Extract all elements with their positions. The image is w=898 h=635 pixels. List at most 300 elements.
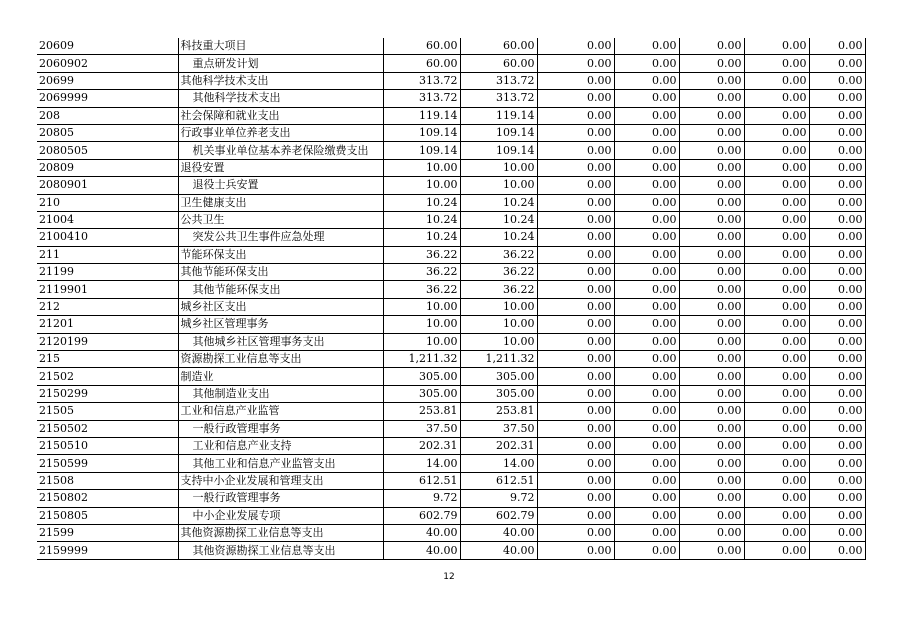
table-row bbox=[37, 472, 865, 489]
amount-cell: 313.72 bbox=[383, 90, 460, 107]
subject-code-cell: 2100410 bbox=[37, 229, 178, 246]
amount-cell: 0.00 bbox=[537, 420, 614, 437]
amount-cell: 0.00 bbox=[744, 316, 809, 333]
table-row bbox=[37, 211, 865, 228]
amount-cell: 0.00 bbox=[614, 281, 679, 298]
table-row bbox=[37, 246, 865, 263]
amount-cell: 0.00 bbox=[537, 124, 614, 141]
amount-cell: 37.50 bbox=[383, 420, 460, 437]
subject-name-cell: 工业和信息产业监管 bbox=[178, 403, 383, 420]
amount-cell: 36.22 bbox=[460, 281, 537, 298]
amount-cell: 0.00 bbox=[537, 298, 614, 315]
subject-code-cell: 2159999 bbox=[37, 542, 178, 559]
amount-cell: 0.00 bbox=[537, 316, 614, 333]
amount-cell: 0.00 bbox=[537, 333, 614, 350]
amount-cell: 0.00 bbox=[809, 38, 865, 55]
amount-cell: 0.00 bbox=[537, 437, 614, 454]
amount-cell: 0.00 bbox=[614, 420, 679, 437]
amount-cell: 0.00 bbox=[537, 142, 614, 159]
subject-name-cell: 一般行政管理事务 bbox=[178, 420, 383, 437]
subject-code-cell: 21508 bbox=[37, 472, 178, 489]
amount-cell: 0.00 bbox=[614, 455, 679, 472]
subject-name-cell: 突发公共卫生事件应急处理 bbox=[178, 229, 383, 246]
amount-cell: 9.72 bbox=[460, 490, 537, 507]
amount-cell: 0.00 bbox=[744, 159, 809, 176]
amount-cell: 0.00 bbox=[614, 264, 679, 281]
amount-cell: 36.22 bbox=[383, 264, 460, 281]
amount-cell: 0.00 bbox=[614, 229, 679, 246]
amount-cell: 0.00 bbox=[744, 246, 809, 263]
amount-cell: 60.00 bbox=[460, 55, 537, 72]
amount-cell: 0.00 bbox=[614, 333, 679, 350]
subject-name-cell: 公共卫生 bbox=[178, 211, 383, 228]
subject-name-cell: 科技重大项目 bbox=[178, 38, 383, 55]
amount-cell: 0.00 bbox=[744, 298, 809, 315]
amount-cell: 10.00 bbox=[460, 177, 537, 194]
subject-code-cell: 21199 bbox=[37, 264, 178, 281]
amount-cell: 0.00 bbox=[614, 246, 679, 263]
subject-name-cell: 城乡社区管理事务 bbox=[178, 316, 383, 333]
subject-code-cell: 20699 bbox=[37, 72, 178, 89]
amount-cell: 60.00 bbox=[383, 38, 460, 55]
table-row bbox=[37, 159, 865, 176]
amount-cell: 313.72 bbox=[460, 72, 537, 89]
amount-cell: 14.00 bbox=[460, 455, 537, 472]
amount-cell: 0.00 bbox=[809, 159, 865, 176]
amount-cell: 37.50 bbox=[460, 420, 537, 437]
amount-cell: 0.00 bbox=[614, 385, 679, 402]
amount-cell: 119.14 bbox=[383, 107, 460, 124]
amount-cell: 0.00 bbox=[809, 385, 865, 402]
amount-cell: 0.00 bbox=[537, 177, 614, 194]
subject-name-cell: 支持中小企业发展和管理支出 bbox=[178, 472, 383, 489]
amount-cell: 0.00 bbox=[614, 107, 679, 124]
amount-cell: 10.00 bbox=[383, 177, 460, 194]
subject-code-cell: 21004 bbox=[37, 211, 178, 228]
amount-cell: 0.00 bbox=[679, 159, 744, 176]
amount-cell: 0.00 bbox=[809, 90, 865, 107]
amount-cell: 0.00 bbox=[614, 55, 679, 72]
amount-cell: 0.00 bbox=[744, 142, 809, 159]
subject-name-cell: 卫生健康支出 bbox=[178, 194, 383, 211]
amount-cell: 0.00 bbox=[679, 281, 744, 298]
amount-cell: 253.81 bbox=[460, 403, 537, 420]
subject-name-cell: 城乡社区支出 bbox=[178, 298, 383, 315]
amount-cell: 0.00 bbox=[537, 385, 614, 402]
amount-cell: 0.00 bbox=[809, 124, 865, 141]
amount-cell: 0.00 bbox=[744, 229, 809, 246]
amount-cell: 305.00 bbox=[383, 385, 460, 402]
subject-name-cell: 其他制造业支出 bbox=[178, 385, 383, 402]
amount-cell: 10.00 bbox=[383, 159, 460, 176]
subject-name-cell: 节能环保支出 bbox=[178, 246, 383, 263]
table-row bbox=[37, 437, 865, 454]
amount-cell: 0.00 bbox=[679, 490, 744, 507]
amount-cell: 0.00 bbox=[679, 72, 744, 89]
table-row bbox=[37, 524, 865, 541]
amount-cell: 0.00 bbox=[537, 490, 614, 507]
amount-cell: 0.00 bbox=[537, 542, 614, 559]
subject-name-cell: 社会保障和就业支出 bbox=[178, 107, 383, 124]
table-row bbox=[37, 368, 865, 385]
table-row bbox=[37, 142, 865, 159]
amount-cell: 10.00 bbox=[460, 298, 537, 315]
amount-cell: 0.00 bbox=[537, 55, 614, 72]
amount-cell: 0.00 bbox=[537, 211, 614, 228]
subject-code-cell: 2150599 bbox=[37, 455, 178, 472]
table-row bbox=[37, 490, 865, 507]
table-row bbox=[37, 229, 865, 246]
amount-cell: 0.00 bbox=[744, 385, 809, 402]
amount-cell: 0.00 bbox=[744, 177, 809, 194]
amount-cell: 0.00 bbox=[679, 124, 744, 141]
amount-cell: 0.00 bbox=[744, 490, 809, 507]
amount-cell: 40.00 bbox=[460, 524, 537, 541]
subject-name-cell: 退役安置 bbox=[178, 159, 383, 176]
subject-code-cell: 2119901 bbox=[37, 281, 178, 298]
amount-cell: 0.00 bbox=[537, 194, 614, 211]
amount-cell: 36.22 bbox=[383, 281, 460, 298]
amount-cell: 0.00 bbox=[614, 542, 679, 559]
subject-name-cell: 其他资源勘探工业信息等支出 bbox=[178, 542, 383, 559]
subject-code-cell: 211 bbox=[37, 246, 178, 263]
amount-cell: 0.00 bbox=[537, 159, 614, 176]
amount-cell: 253.81 bbox=[383, 403, 460, 420]
amount-cell: 0.00 bbox=[809, 333, 865, 350]
amount-cell: 0.00 bbox=[679, 333, 744, 350]
amount-cell: 10.24 bbox=[383, 194, 460, 211]
amount-cell: 305.00 bbox=[460, 385, 537, 402]
amount-cell: 0.00 bbox=[744, 55, 809, 72]
subject-code-cell: 20609 bbox=[37, 38, 178, 55]
amount-cell: 0.00 bbox=[537, 229, 614, 246]
page-number: 12 bbox=[443, 572, 455, 582]
amount-cell: 0.00 bbox=[614, 524, 679, 541]
amount-cell: 0.00 bbox=[679, 420, 744, 437]
table-row bbox=[37, 542, 865, 559]
amount-cell: 313.72 bbox=[383, 72, 460, 89]
amount-cell: 10.24 bbox=[460, 194, 537, 211]
amount-cell: 0.00 bbox=[744, 403, 809, 420]
amount-cell: 0.00 bbox=[744, 455, 809, 472]
amount-cell: 0.00 bbox=[809, 246, 865, 263]
amount-cell: 0.00 bbox=[809, 229, 865, 246]
amount-cell: 612.51 bbox=[460, 472, 537, 489]
subject-name-cell: 重点研发计划 bbox=[178, 55, 383, 72]
subject-name-cell: 其他节能环保支出 bbox=[178, 264, 383, 281]
amount-cell: 0.00 bbox=[537, 72, 614, 89]
amount-cell: 0.00 bbox=[537, 368, 614, 385]
amount-cell: 0.00 bbox=[614, 403, 679, 420]
amount-cell: 0.00 bbox=[614, 194, 679, 211]
amount-cell: 10.24 bbox=[460, 229, 537, 246]
amount-cell: 109.14 bbox=[460, 142, 537, 159]
subject-code-cell: 210 bbox=[37, 194, 178, 211]
amount-cell: 0.00 bbox=[744, 507, 809, 524]
amount-cell: 0.00 bbox=[679, 351, 744, 368]
amount-cell: 0.00 bbox=[614, 211, 679, 228]
amount-cell: 0.00 bbox=[537, 264, 614, 281]
subject-name-cell: 其他节能环保支出 bbox=[178, 281, 383, 298]
amount-cell: 0.00 bbox=[537, 455, 614, 472]
amount-cell: 0.00 bbox=[614, 90, 679, 107]
amount-cell: 0.00 bbox=[744, 124, 809, 141]
amount-cell: 109.14 bbox=[383, 124, 460, 141]
amount-cell: 0.00 bbox=[744, 72, 809, 89]
subject-name-cell: 其他资源勘探工业信息等支出 bbox=[178, 524, 383, 541]
amount-cell: 0.00 bbox=[809, 368, 865, 385]
amount-cell: 0.00 bbox=[679, 90, 744, 107]
amount-cell: 305.00 bbox=[383, 368, 460, 385]
table-row bbox=[37, 333, 865, 350]
subject-code-cell: 2060902 bbox=[37, 55, 178, 72]
subject-code-cell: 21599 bbox=[37, 524, 178, 541]
amount-cell: 0.00 bbox=[679, 472, 744, 489]
amount-cell: 0.00 bbox=[809, 507, 865, 524]
amount-cell: 0.00 bbox=[679, 211, 744, 228]
amount-cell: 0.00 bbox=[614, 507, 679, 524]
amount-cell: 0.00 bbox=[744, 542, 809, 559]
amount-cell: 60.00 bbox=[460, 38, 537, 55]
subject-code-cell: 212 bbox=[37, 298, 178, 315]
subject-code-cell: 20805 bbox=[37, 124, 178, 141]
table-row bbox=[37, 455, 865, 472]
table-row bbox=[37, 298, 865, 315]
amount-cell: 9.72 bbox=[383, 490, 460, 507]
subject-name-cell: 机关事业单位基本养老保险缴费支出 bbox=[178, 142, 383, 159]
table-row bbox=[37, 90, 865, 107]
amount-cell: 0.00 bbox=[614, 351, 679, 368]
table-row bbox=[37, 507, 865, 524]
subject-name-cell: 退役士兵安置 bbox=[178, 177, 383, 194]
amount-cell: 0.00 bbox=[809, 211, 865, 228]
amount-cell: 0.00 bbox=[809, 455, 865, 472]
amount-cell: 36.22 bbox=[460, 264, 537, 281]
table-row bbox=[37, 124, 865, 141]
amount-cell: 0.00 bbox=[679, 194, 744, 211]
subject-name-cell: 中小企业发展专项 bbox=[178, 507, 383, 524]
amount-cell: 0.00 bbox=[809, 177, 865, 194]
subject-code-cell: 20809 bbox=[37, 159, 178, 176]
amount-cell: 0.00 bbox=[614, 72, 679, 89]
amount-cell: 0.00 bbox=[614, 490, 679, 507]
amount-cell: 0.00 bbox=[614, 472, 679, 489]
amount-cell: 0.00 bbox=[809, 142, 865, 159]
subject-code-cell: 2120199 bbox=[37, 333, 178, 350]
amount-cell: 0.00 bbox=[679, 298, 744, 315]
amount-cell: 10.24 bbox=[383, 211, 460, 228]
amount-cell: 0.00 bbox=[809, 351, 865, 368]
subject-code-cell: 2150510 bbox=[37, 437, 178, 454]
amount-cell: 0.00 bbox=[809, 420, 865, 437]
amount-cell: 0.00 bbox=[809, 472, 865, 489]
table-row bbox=[37, 264, 865, 281]
amount-cell: 0.00 bbox=[614, 124, 679, 141]
amount-cell: 202.31 bbox=[383, 437, 460, 454]
amount-cell: 0.00 bbox=[614, 177, 679, 194]
amount-cell: 0.00 bbox=[679, 455, 744, 472]
amount-cell: 0.00 bbox=[679, 368, 744, 385]
amount-cell: 0.00 bbox=[679, 264, 744, 281]
amount-cell: 0.00 bbox=[744, 420, 809, 437]
amount-cell: 0.00 bbox=[809, 403, 865, 420]
amount-cell: 602.79 bbox=[383, 507, 460, 524]
amount-cell: 0.00 bbox=[537, 472, 614, 489]
amount-cell: 602.79 bbox=[460, 507, 537, 524]
amount-cell: 0.00 bbox=[537, 107, 614, 124]
amount-cell: 10.24 bbox=[460, 211, 537, 228]
amount-cell: 0.00 bbox=[537, 281, 614, 298]
subject-code-cell: 215 bbox=[37, 351, 178, 368]
amount-cell: 0.00 bbox=[809, 264, 865, 281]
amount-cell: 109.14 bbox=[460, 124, 537, 141]
amount-cell: 0.00 bbox=[809, 490, 865, 507]
amount-cell: 10.00 bbox=[383, 298, 460, 315]
subject-code-cell: 2150502 bbox=[37, 420, 178, 437]
table-row bbox=[37, 351, 865, 368]
subject-code-cell: 21505 bbox=[37, 403, 178, 420]
subject-code-cell: 208 bbox=[37, 107, 178, 124]
amount-cell: 14.00 bbox=[383, 455, 460, 472]
amount-cell: 10.24 bbox=[383, 229, 460, 246]
amount-cell: 109.14 bbox=[383, 142, 460, 159]
table-row bbox=[37, 403, 865, 420]
subject-name-cell: 其他工业和信息产业监管支出 bbox=[178, 455, 383, 472]
amount-cell: 36.22 bbox=[460, 246, 537, 263]
budget-table bbox=[37, 38, 866, 560]
amount-cell: 0.00 bbox=[614, 437, 679, 454]
amount-cell: 0.00 bbox=[809, 542, 865, 559]
subject-code-cell: 2080505 bbox=[37, 142, 178, 159]
amount-cell: 40.00 bbox=[383, 524, 460, 541]
amount-cell: 0.00 bbox=[537, 507, 614, 524]
amount-cell: 0.00 bbox=[809, 55, 865, 72]
amount-cell: 0.00 bbox=[679, 403, 744, 420]
amount-cell: 0.00 bbox=[679, 55, 744, 72]
amount-cell: 119.14 bbox=[460, 107, 537, 124]
subject-name-cell: 资源勘探工业信息等支出 bbox=[178, 351, 383, 368]
table-row bbox=[37, 281, 865, 298]
subject-name-cell: 其他科学技术支出 bbox=[178, 72, 383, 89]
subject-name-cell: 其他城乡社区管理事务支出 bbox=[178, 333, 383, 350]
amount-cell: 0.00 bbox=[679, 437, 744, 454]
amount-cell: 0.00 bbox=[614, 159, 679, 176]
amount-cell: 0.00 bbox=[744, 368, 809, 385]
amount-cell: 0.00 bbox=[809, 281, 865, 298]
amount-cell: 0.00 bbox=[744, 351, 809, 368]
amount-cell: 0.00 bbox=[744, 194, 809, 211]
subject-code-cell: 2150802 bbox=[37, 490, 178, 507]
amount-cell: 0.00 bbox=[679, 142, 744, 159]
subject-code-cell: 2069999 bbox=[37, 90, 178, 107]
amount-cell: 36.22 bbox=[383, 246, 460, 263]
amount-cell: 0.00 bbox=[809, 107, 865, 124]
amount-cell: 0.00 bbox=[614, 38, 679, 55]
amount-cell: 0.00 bbox=[809, 72, 865, 89]
amount-cell: 0.00 bbox=[744, 38, 809, 55]
amount-cell: 10.00 bbox=[460, 159, 537, 176]
amount-cell: 0.00 bbox=[744, 264, 809, 281]
amount-cell: 202.31 bbox=[460, 437, 537, 454]
amount-cell: 313.72 bbox=[460, 90, 537, 107]
subject-code-cell: 21502 bbox=[37, 368, 178, 385]
amount-cell: 10.00 bbox=[460, 316, 537, 333]
table-row bbox=[37, 316, 865, 333]
subject-code-cell: 21201 bbox=[37, 316, 178, 333]
table-row bbox=[37, 385, 865, 402]
amount-cell: 0.00 bbox=[744, 472, 809, 489]
amount-cell: 0.00 bbox=[679, 246, 744, 263]
amount-cell: 0.00 bbox=[537, 246, 614, 263]
amount-cell: 0.00 bbox=[744, 333, 809, 350]
amount-cell: 0.00 bbox=[809, 316, 865, 333]
amount-cell: 0.00 bbox=[679, 316, 744, 333]
amount-cell: 0.00 bbox=[537, 38, 614, 55]
subject-code-cell: 2080901 bbox=[37, 177, 178, 194]
amount-cell: 0.00 bbox=[679, 229, 744, 246]
amount-cell: 10.00 bbox=[460, 333, 537, 350]
subject-name-cell: 工业和信息产业支持 bbox=[178, 437, 383, 454]
subject-name-cell: 一般行政管理事务 bbox=[178, 490, 383, 507]
amount-cell: 0.00 bbox=[809, 298, 865, 315]
amount-cell: 0.00 bbox=[537, 351, 614, 368]
amount-cell: 0.00 bbox=[744, 437, 809, 454]
amount-cell: 0.00 bbox=[679, 38, 744, 55]
table-row bbox=[37, 38, 865, 55]
amount-cell: 40.00 bbox=[383, 542, 460, 559]
amount-cell: 0.00 bbox=[744, 90, 809, 107]
amount-cell: 612.51 bbox=[383, 472, 460, 489]
amount-cell: 0.00 bbox=[679, 385, 744, 402]
amount-cell: 0.00 bbox=[679, 524, 744, 541]
table-row bbox=[37, 72, 865, 89]
amount-cell: 0.00 bbox=[537, 90, 614, 107]
table-row bbox=[37, 177, 865, 194]
amount-cell: 305.00 bbox=[460, 368, 537, 385]
amount-cell: 0.00 bbox=[679, 107, 744, 124]
table-row bbox=[37, 420, 865, 437]
subject-name-cell: 制造业 bbox=[178, 368, 383, 385]
table-row bbox=[37, 194, 865, 211]
subject-code-cell: 2150805 bbox=[37, 507, 178, 524]
amount-cell: 0.00 bbox=[809, 437, 865, 454]
amount-cell: 0.00 bbox=[537, 403, 614, 420]
subject-name-cell: 其他科学技术支出 bbox=[178, 90, 383, 107]
subject-name-cell: 行政事业单位养老支出 bbox=[178, 124, 383, 141]
amount-cell: 0.00 bbox=[614, 368, 679, 385]
amount-cell: 0.00 bbox=[679, 542, 744, 559]
amount-cell: 0.00 bbox=[614, 142, 679, 159]
amount-cell: 0.00 bbox=[744, 524, 809, 541]
subject-code-cell: 2150299 bbox=[37, 385, 178, 402]
amount-cell: 0.00 bbox=[744, 107, 809, 124]
amount-cell: 1,211.32 bbox=[460, 351, 537, 368]
amount-cell: 60.00 bbox=[383, 55, 460, 72]
amount-cell: 0.00 bbox=[809, 194, 865, 211]
table-row bbox=[37, 107, 865, 124]
amount-cell: 0.00 bbox=[537, 524, 614, 541]
amount-cell: 0.00 bbox=[679, 177, 744, 194]
amount-cell: 0.00 bbox=[614, 316, 679, 333]
amount-cell: 0.00 bbox=[614, 298, 679, 315]
amount-cell: 10.00 bbox=[383, 316, 460, 333]
amount-cell: 0.00 bbox=[679, 507, 744, 524]
amount-cell: 0.00 bbox=[744, 211, 809, 228]
amount-cell: 0.00 bbox=[744, 281, 809, 298]
amount-cell: 1,211.32 bbox=[383, 351, 460, 368]
amount-cell: 40.00 bbox=[460, 542, 537, 559]
amount-cell: 10.00 bbox=[383, 333, 460, 350]
